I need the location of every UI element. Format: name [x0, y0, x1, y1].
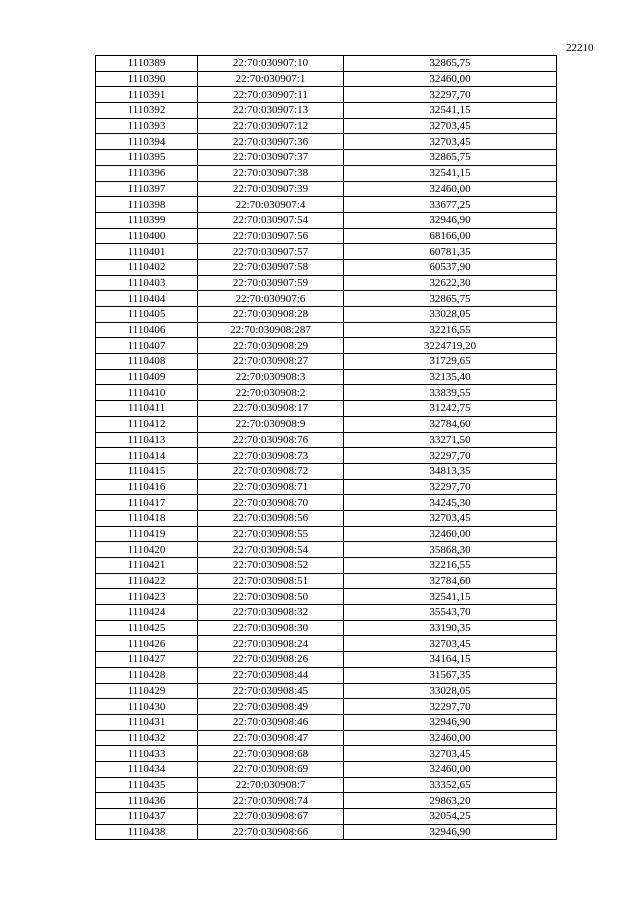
row-number-cell: 1110427 [96, 652, 198, 668]
cadastral-number-cell: 22:70:030907:38 [198, 165, 344, 181]
cadastral-number-cell: 22:70:030908:28 [198, 307, 344, 323]
value-cell: 34813,35 [344, 463, 557, 479]
row-number-cell: 1110390 [96, 71, 198, 87]
row-number-cell: 1110397 [96, 181, 198, 197]
row-number-cell: 1110402 [96, 259, 198, 275]
value-cell: 32297,70 [344, 479, 557, 495]
cadastral-number-cell: 22:70:030908:73 [198, 448, 344, 464]
value-cell: 32703,45 [344, 134, 557, 150]
table-row [96, 259, 557, 275]
row-number-cell: 1110433 [96, 746, 198, 762]
cadastral-number-cell: 22:70:030907:59 [198, 275, 344, 291]
row-number-cell: 1110417 [96, 495, 198, 511]
cadastral-number-cell: 22:70:030908:55 [198, 526, 344, 542]
value-cell: 32703,45 [344, 636, 557, 652]
value-cell: 60537,90 [344, 259, 557, 275]
value-cell: 31242,75 [344, 401, 557, 417]
value-cell: 33352,65 [344, 777, 557, 793]
cadastral-number-cell: 22:70:030908:52 [198, 558, 344, 574]
cadastral-number-cell: 22:70:030908:24 [198, 636, 344, 652]
row-number-cell: 1110425 [96, 620, 198, 636]
value-cell: 33677,25 [344, 197, 557, 213]
cadastral-number-cell: 22:70:030908:7 [198, 777, 344, 793]
cadastral-number-cell: 22:70:030907:13 [198, 103, 344, 119]
table-row [96, 416, 557, 432]
row-number-cell: 1110412 [96, 416, 198, 432]
table-body [96, 56, 557, 840]
row-number-cell: 1110430 [96, 699, 198, 715]
row-number-cell: 1110418 [96, 510, 198, 526]
cadastral-number-cell: 22:70:030907:11 [198, 87, 344, 103]
value-cell: 32541,15 [344, 103, 557, 119]
cadastral-number-cell: 22:70:030907:37 [198, 150, 344, 166]
table-row [96, 699, 557, 715]
row-number-cell: 1110391 [96, 87, 198, 103]
cadastral-number-cell: 22:70:030908:50 [198, 589, 344, 605]
value-cell: 35543,70 [344, 605, 557, 621]
table-row [96, 432, 557, 448]
cadastral-number-cell: 22:70:030908:32 [198, 605, 344, 621]
cadastral-number-cell: 22:70:030908:17 [198, 401, 344, 417]
row-number-cell: 1110428 [96, 667, 198, 683]
cadastral-number-cell: 22:70:030907:54 [198, 212, 344, 228]
row-number-cell: 1110400 [96, 228, 198, 244]
row-number-cell: 1110414 [96, 448, 198, 464]
table-row [96, 103, 557, 119]
cadastral-number-cell: 22:70:030908:70 [198, 495, 344, 511]
cadastral-number-cell: 22:70:030908:2 [198, 385, 344, 401]
table-row [96, 118, 557, 134]
table-row [96, 558, 557, 574]
cadastral-number-cell: 22:70:030908:47 [198, 730, 344, 746]
table-row [96, 369, 557, 385]
row-number-cell: 1110415 [96, 463, 198, 479]
value-cell: 32946,90 [344, 212, 557, 228]
value-cell: 33028,05 [344, 307, 557, 323]
table-row [96, 526, 557, 542]
cadastral-number-cell: 22:70:030908:49 [198, 699, 344, 715]
cadastral-number-cell: 22:70:030908:72 [198, 463, 344, 479]
cadastral-number-cell: 22:70:030908:74 [198, 793, 344, 809]
cadastral-number-cell: 22:70:030908:26 [198, 652, 344, 668]
row-number-cell: 1110409 [96, 369, 198, 385]
row-number-cell: 1110411 [96, 401, 198, 417]
value-cell: 33190,35 [344, 620, 557, 636]
row-number-cell: 1110431 [96, 714, 198, 730]
value-cell: 32054,25 [344, 809, 557, 825]
table-row [96, 479, 557, 495]
cadastral-number-cell: 22:70:030908:29 [198, 338, 344, 354]
cadastral-number-cell: 22:70:030908:3 [198, 369, 344, 385]
table-row [96, 448, 557, 464]
table-row [96, 87, 557, 103]
value-cell: 32460,00 [344, 526, 557, 542]
row-number-cell: 1110416 [96, 479, 198, 495]
cadastral-number-cell: 22:70:030907:57 [198, 244, 344, 260]
table-row [96, 746, 557, 762]
row-number-cell: 1110404 [96, 291, 198, 307]
table-row [96, 495, 557, 511]
table-row [96, 730, 557, 746]
row-number-cell: 1110405 [96, 307, 198, 323]
cadastral-number-cell: 22:70:030907:58 [198, 259, 344, 275]
table-row [96, 197, 557, 213]
table-row [96, 307, 557, 323]
page-number: 22210 [566, 42, 594, 54]
row-number-cell: 1110424 [96, 605, 198, 621]
value-cell: 29863,20 [344, 793, 557, 809]
value-cell: 34245,30 [344, 495, 557, 511]
table-row [96, 385, 557, 401]
table-row [96, 573, 557, 589]
value-cell: 32541,15 [344, 165, 557, 181]
cadastral-number-cell: 22:70:030907:39 [198, 181, 344, 197]
value-cell: 3224719,20 [344, 338, 557, 354]
value-cell: 32946,90 [344, 824, 557, 840]
table-row [96, 275, 557, 291]
table-row [96, 714, 557, 730]
cadastral-number-cell: 22:70:030908:287 [198, 322, 344, 338]
table-row [96, 777, 557, 793]
table-row [96, 165, 557, 181]
row-number-cell: 1110398 [96, 197, 198, 213]
row-number-cell: 1110395 [96, 150, 198, 166]
row-number-cell: 1110410 [96, 385, 198, 401]
cadastral-number-cell: 22:70:030907:36 [198, 134, 344, 150]
row-number-cell: 1110393 [96, 118, 198, 134]
value-cell: 32703,45 [344, 510, 557, 526]
table-row [96, 181, 557, 197]
cadastral-number-cell: 22:70:030908:68 [198, 746, 344, 762]
value-cell: 32784,60 [344, 416, 557, 432]
table-row [96, 291, 557, 307]
row-number-cell: 1110435 [96, 777, 198, 793]
value-cell: 32703,45 [344, 118, 557, 134]
table-row [96, 605, 557, 621]
row-number-cell: 1110408 [96, 354, 198, 370]
value-cell: 34164,15 [344, 652, 557, 668]
table-row [96, 793, 557, 809]
cadastral-number-cell: 22:70:030907:4 [198, 197, 344, 213]
cadastral-number-cell: 22:70:030907:12 [198, 118, 344, 134]
table-row [96, 636, 557, 652]
table-row [96, 322, 557, 338]
value-cell: 32865,75 [344, 150, 557, 166]
row-number-cell: 1110389 [96, 56, 198, 72]
row-number-cell: 1110432 [96, 730, 198, 746]
row-number-cell: 1110438 [96, 824, 198, 840]
value-cell: 68166,00 [344, 228, 557, 244]
cadastral-number-cell: 22:70:030908:66 [198, 824, 344, 840]
cadastral-number-cell: 22:70:030907:56 [198, 228, 344, 244]
value-cell: 32703,45 [344, 746, 557, 762]
value-cell: 32460,00 [344, 71, 557, 87]
value-cell: 33271,50 [344, 432, 557, 448]
row-number-cell: 1110422 [96, 573, 198, 589]
row-number-cell: 1110426 [96, 636, 198, 652]
row-number-cell: 1110429 [96, 683, 198, 699]
value-cell: 31567,35 [344, 667, 557, 683]
cadastral-number-cell: 22:70:030908:46 [198, 714, 344, 730]
value-cell: 35868,30 [344, 542, 557, 558]
cadastral-number-cell: 22:70:030908:51 [198, 573, 344, 589]
table-row [96, 683, 557, 699]
table-row [96, 463, 557, 479]
table-row [96, 56, 557, 72]
value-cell: 32297,70 [344, 448, 557, 464]
row-number-cell: 1110401 [96, 244, 198, 260]
row-number-cell: 1110406 [96, 322, 198, 338]
value-cell: 32297,70 [344, 699, 557, 715]
value-cell: 32865,75 [344, 56, 557, 72]
row-number-cell: 1110437 [96, 809, 198, 825]
row-number-cell: 1110399 [96, 212, 198, 228]
row-number-cell: 1110419 [96, 526, 198, 542]
cadastral-number-cell: 22:70:030908:45 [198, 683, 344, 699]
cadastral-number-cell: 22:70:030908:9 [198, 416, 344, 432]
value-cell: 32946,90 [344, 714, 557, 730]
table-row [96, 212, 557, 228]
cadastral-number-cell: 22:70:030907:1 [198, 71, 344, 87]
table-row [96, 761, 557, 777]
value-cell: 32460,00 [344, 181, 557, 197]
cadastral-number-cell: 22:70:030908:44 [198, 667, 344, 683]
row-number-cell: 1110436 [96, 793, 198, 809]
table-row [96, 542, 557, 558]
value-cell: 32541,15 [344, 589, 557, 605]
value-cell: 31729,65 [344, 354, 557, 370]
row-number-cell: 1110403 [96, 275, 198, 291]
row-number-cell: 1110394 [96, 134, 198, 150]
table-row [96, 667, 557, 683]
cadastral-number-cell: 22:70:030908:67 [198, 809, 344, 825]
cadastral-number-cell: 22:70:030907:10 [198, 56, 344, 72]
row-number-cell: 1110420 [96, 542, 198, 558]
table-row [96, 510, 557, 526]
table-row [96, 244, 557, 260]
cadastral-number-cell: 22:70:030907:6 [198, 291, 344, 307]
table-row [96, 401, 557, 417]
row-number-cell: 1110396 [96, 165, 198, 181]
value-cell: 33028,05 [344, 683, 557, 699]
cadastral-number-cell: 22:70:030908:30 [198, 620, 344, 636]
table-row [96, 620, 557, 636]
row-number-cell: 1110423 [96, 589, 198, 605]
table-row [96, 354, 557, 370]
table-row [96, 134, 557, 150]
value-cell: 32784,60 [344, 573, 557, 589]
value-cell: 32622,30 [344, 275, 557, 291]
cadastral-number-cell: 22:70:030908:69 [198, 761, 344, 777]
value-cell: 60781,35 [344, 244, 557, 260]
row-number-cell: 1110413 [96, 432, 198, 448]
value-cell: 32135,40 [344, 369, 557, 385]
row-number-cell: 1110421 [96, 558, 198, 574]
cadastral-number-cell: 22:70:030908:71 [198, 479, 344, 495]
row-number-cell: 1110407 [96, 338, 198, 354]
value-cell: 32216,55 [344, 558, 557, 574]
value-cell: 32460,00 [344, 761, 557, 777]
value-cell: 32460,00 [344, 730, 557, 746]
row-number-cell: 1110434 [96, 761, 198, 777]
value-cell: 33839,55 [344, 385, 557, 401]
value-cell: 32216,55 [344, 322, 557, 338]
value-cell: 32865,75 [344, 291, 557, 307]
cadastral-number-cell: 22:70:030908:27 [198, 354, 344, 370]
table-row [96, 824, 557, 840]
table-row [96, 809, 557, 825]
table-row [96, 71, 557, 87]
table-row [96, 150, 557, 166]
data-table [95, 55, 557, 840]
table-row [96, 338, 557, 354]
cadastral-number-cell: 22:70:030908:76 [198, 432, 344, 448]
table-row [96, 589, 557, 605]
cadastral-number-cell: 22:70:030908:56 [198, 510, 344, 526]
table-row [96, 652, 557, 668]
value-cell: 32297,70 [344, 87, 557, 103]
cadastral-number-cell: 22:70:030908:54 [198, 542, 344, 558]
table-row [96, 228, 557, 244]
row-number-cell: 1110392 [96, 103, 198, 119]
